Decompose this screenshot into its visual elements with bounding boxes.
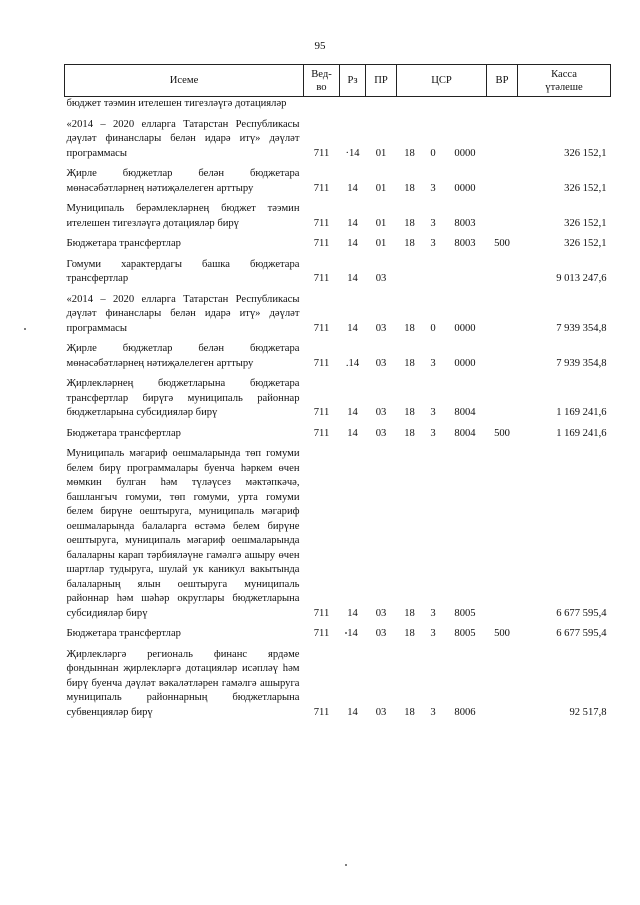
row-csr-subprogram: 3 [430,628,436,639]
row-rz: 14 [347,706,358,718]
header-csr: ЦСР [397,65,487,97]
row-sum: 7 939 354,8 [556,357,607,369]
table-row [65,196,611,231]
row-ved: 711 [313,607,330,619]
row-ved: 711 [313,238,330,249]
row-ved: 711 [313,706,330,718]
row-ved: 711 [313,407,330,418]
row-rz: 14 [347,273,358,284]
row-name: Муниципаль мәгариф оешмаларында төп гомуми белем бирү программалары буенча һәркем өчен мөмкин булган һәм түләүсез мәктәпкәчә, башлангыч гомуми, төп гомуми, урта гомуми белем бирүне оештыруга, муниципаль мәгариф оешмаларында балаларга өстәмә белем бирүне оештыруга, муниципаль мәгариф оешмаларында балаларны карап тәрбияләүне гамәлгә ашыру өчен шартлар тудыруга, шулай ук каникул вакытында балаларның ялын оештыруга муниципаль районнар һәм шәһәр округлары бюджетларына субсидияләр бирү [66,448,300,619]
row-ved: 711 [313,427,330,439]
row-rz: 14 [347,628,358,639]
continuation-row [65,97,611,112]
row-pr: 03 [375,407,387,418]
row-name: Бюджетара трансфертлар [66,427,181,439]
row-pr: 03 [375,357,387,369]
row-pr: 03 [375,427,387,439]
header-ved: Вед- во [304,65,340,97]
row-rz: 14 [347,238,358,249]
row-vr [487,161,518,196]
row-ved: 711 [313,273,330,284]
row-vr [487,441,518,621]
row-csr-subprogram: 0 [430,147,436,159]
row-rz: 14 [347,607,358,619]
table-header-row [65,65,611,97]
row-sum: 6 677 595,4 [556,607,607,619]
row-csr-code: 8005 [454,607,476,619]
header-sum: Касса үтәлеше [518,65,611,97]
row-csr-subprogram [423,252,444,287]
table-row [65,642,611,721]
header-name: Исеме [65,65,304,97]
table-row [65,371,611,421]
row-sum: 326 152,1 [564,217,607,229]
row-ved: 711 [313,628,330,639]
row-csr-code: 8004 [454,427,476,439]
row-sum: 92 517,8 [569,706,607,718]
table-row [65,441,611,621]
row-csr-program: 18 [404,427,415,439]
scan-speck [345,632,347,634]
row-sum: 6 677 595,4 [556,628,607,639]
row-pr: 03 [375,273,387,284]
row-rz: .14 [345,357,360,369]
row-ved: 711 [313,322,330,334]
row-csr-code: 0000 [454,147,476,159]
row-csr-subprogram: 0 [430,322,436,334]
row-name: Гомуми характердагы башка бюджетара трансфертлар [66,258,300,284]
row-ved: 711 [313,182,330,194]
row-pr: 03 [375,706,387,718]
row-pr: 01 [375,238,387,249]
table-row [65,112,611,162]
table-row [65,336,611,371]
row-pr: 03 [375,628,387,639]
row-pr: 03 [375,607,387,619]
row-name: Җирлекләргә региональ финанс ярдәме фондыннан җирлекләргә дотацияләр исәпләү һәм бирү буенча дәүләт вәкаләтләрен гамәлгә ашыруга муниципаль районнарның бюджетларына субвенцияләр бирү [66,648,300,718]
row-csr-subprogram: 3 [430,217,436,229]
row-csr-subprogram: 3 [430,607,436,619]
row-csr-program [397,252,423,287]
row-pr: 01 [375,147,387,159]
row-csr-subprogram: 3 [430,407,436,418]
row-name: «2014 – 2020 елларга Татарстан Республикасы дәүләт финанслары белән идарә итү» дәүләт программасы [66,293,300,334]
row-csr-subprogram: 3 [430,706,436,718]
row-name: Җирле бюджетлар белән бюджетара мөнәсәбәтләрнең нәтиҗәлелеген арттыру [66,343,300,369]
row-csr-program: 18 [404,238,415,249]
row-vr [487,642,518,721]
row-vr [487,196,518,231]
table-row [65,252,611,287]
row-csr-program: 18 [404,322,415,334]
row-csr-code: 8004 [454,407,476,418]
row-csr-code: 8005 [454,628,476,639]
row-csr-program: 18 [404,217,415,229]
row-csr-program: 18 [404,407,415,418]
row-name: «2014 – 2020 елларга Татарстан Республикасы дәүләт финанслары белән идарә итү» дәүләт программасы [66,118,300,159]
row-name: Җирлекләрнең бюджетларына бюджетара трансфертлар бирүгә муниципаль районнар бюджетларына субсидияләр бирү [66,378,300,418]
table-row [65,621,611,642]
table-row [65,421,611,442]
row-rz: 14 [347,322,358,334]
header-rz: Рз [340,65,366,97]
row-vr [487,287,518,337]
row-csr-program: 18 [404,706,415,718]
row-csr-program: 18 [404,607,415,619]
row-name: Бюджетара трансфертлар [66,238,181,249]
row-sum: 7 939 354,8 [556,322,607,334]
row-csr-subprogram: 3 [430,238,436,249]
row-sum: 326 152,1 [564,182,607,194]
row-sum: 326 152,1 [564,147,607,159]
row-sum: 1 169 241,6 [556,427,607,439]
row-ved: 711 [313,357,330,369]
row-csr-subprogram: 3 [430,182,436,194]
row-vr [487,252,518,287]
row-name: Бюджетара трансфертлар [66,628,181,639]
row-pr: 01 [375,182,387,194]
row-pr: 01 [375,217,387,229]
row-csr-code: 0000 [454,357,476,369]
row-sum: 326 152,1 [564,238,607,249]
row-vr [487,112,518,162]
row-name: Муниципаль берәмлекләрнең бюджет тәэмин ителешен тигезләүгә дотацияләр бирү [66,203,300,229]
table-row [65,231,611,252]
table-row [65,287,611,337]
scan-speck [24,328,26,330]
row-vr [487,336,518,371]
row-pr: 03 [375,322,387,334]
row-csr-program: 18 [404,147,415,159]
row-vr: 500 [494,628,510,639]
row-rz: 14 [347,427,358,439]
row-rz: 14 [347,217,358,229]
row-csr-code: 8003 [454,217,476,229]
row-csr-code [444,252,487,287]
budget-table [64,64,611,720]
row-rz: 14 [347,182,358,194]
row-csr-program: 18 [404,182,415,194]
row-name: Җирле бюджетлар белән бюджетара мөнәсәбәтләрнең нәтиҗәлелеген арттыру [66,168,300,194]
header-pr: ПР [366,65,397,97]
row-csr-code: 0000 [454,322,476,334]
row-csr-subprogram: 3 [430,357,436,369]
row-vr [487,371,518,421]
header-vr: ВР [487,65,518,97]
row-vr: 500 [494,427,510,439]
row-rz: ·14 [345,147,360,159]
row-ved: 711 [313,217,330,229]
row-csr-subprogram: 3 [430,427,436,439]
table-row [65,161,611,196]
row-sum: 1 169 241,6 [556,407,607,418]
row-sum: 9 013 247,6 [556,273,607,284]
row-csr-code: 8006 [454,706,476,718]
row-ved: 711 [313,147,330,159]
row-csr-program: 18 [404,357,415,369]
continuation-text: бюджет тәэмин ителешен тигезләүгә дотацияләр [66,98,287,109]
page-number: 95 [314,40,326,52]
row-vr: 500 [494,238,510,249]
row-csr-code: 8003 [454,238,476,249]
row-rz: 14 [347,407,358,418]
row-csr-code: 0000 [454,182,476,194]
row-csr-program: 18 [404,628,415,639]
scan-speck [345,864,347,866]
